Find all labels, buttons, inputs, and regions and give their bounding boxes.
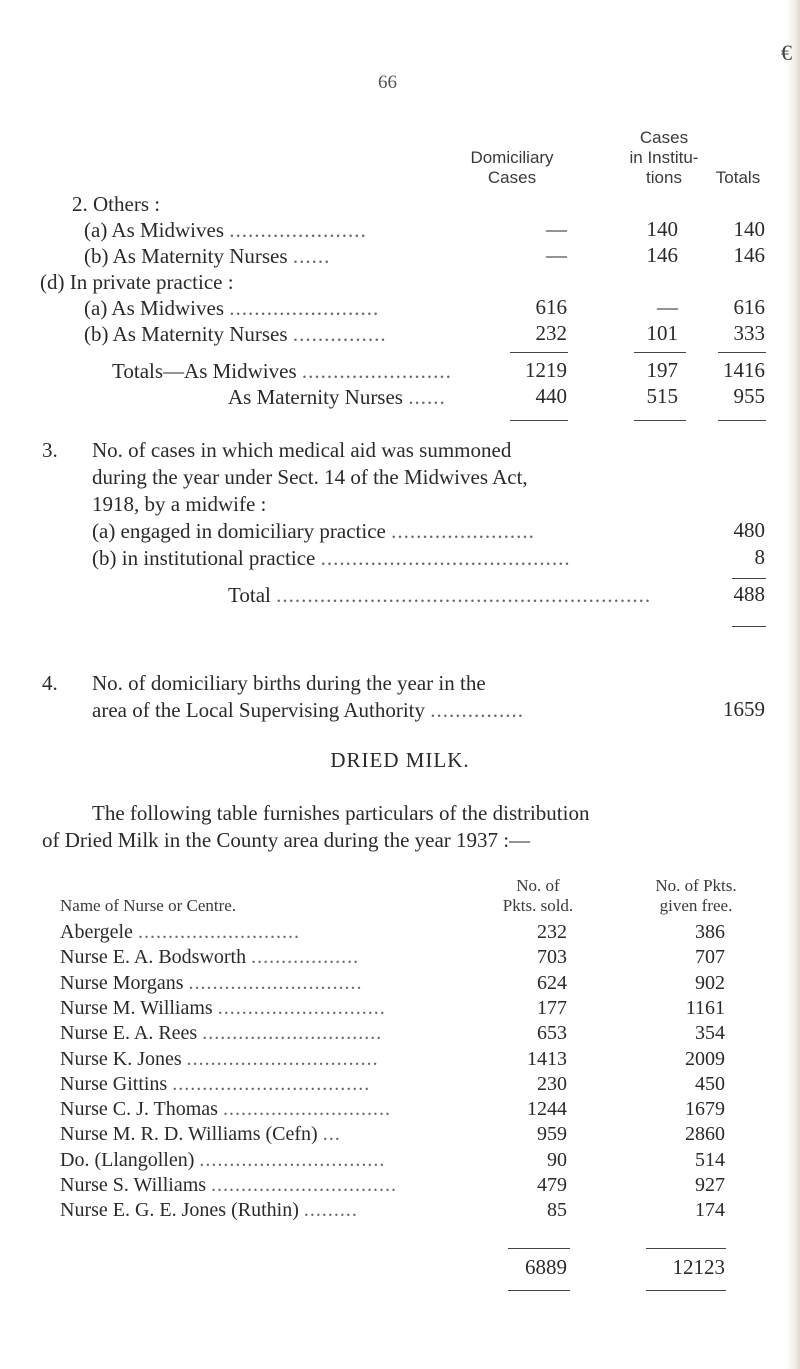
section4-line-2 [92,697,524,724]
table-header-name: Name of Nurse or Centre. [60,896,237,915]
table-row [60,1173,397,1198]
dried-milk-title: DRIED MILK. [330,748,470,772]
row-dots: ............................. [188,971,363,994]
section3-total [228,582,651,609]
row-name: Nurse M. Williams [60,996,213,1019]
row-dots: ............................... [211,1174,398,1196]
item-dots: ........................................ [320,546,571,570]
rule-inst-1 [634,352,686,353]
table-row [60,920,300,945]
section3-line-1: No. of cases in which medical aid was summoned [92,438,512,462]
row-total: 616 [733,295,765,319]
row-dom: 1219 [525,358,567,382]
row-dots: ............................... [199,1148,386,1171]
row-name: Nurse E. A. Rees [60,1022,198,1045]
row-name: Nurse S. Williams [60,1174,207,1196]
row-sold: 624 [537,971,567,994]
row-dom: 440 [535,384,567,408]
row-totals-maternity [228,384,446,410]
row-dots: ... [322,1123,341,1146]
row-dots: ................................ [186,1047,379,1070]
row-name: Nurse E. A. Bodsworth [60,946,247,969]
row-label: (b) As Maternity Nurses [84,244,288,268]
row-dots: ...................... [229,218,367,242]
rule-total-1 [718,352,766,353]
col-header-institution-line2: in Institu- [629,148,699,167]
section4-dots: ............... [430,698,524,722]
row-dots: ............................ [222,1098,391,1121]
row-dots: ................................. [172,1072,371,1095]
col-header-institution-line3: tions [646,168,682,187]
row-name: Nurse K. Jones [60,1047,182,1070]
row-total: 333 [733,321,765,345]
row-name: Nurse C. J. Thomas [60,1098,218,1121]
row-sold: 85 [547,1199,567,1222]
rule-milk-free [646,1248,726,1249]
rule-milk-sold [508,1248,570,1249]
row-dots: ........................... [137,921,300,943]
table-row [60,1122,341,1147]
row-sold: 177 [537,996,567,1019]
row-sold: 479 [537,1174,567,1196]
dried-milk-intro-2: of Dried Milk in the County area during the year 1937 :— [42,828,531,852]
row-label: (d) In private practice : [40,270,234,294]
row-midwives-others [84,217,367,243]
table-header-sold [478,876,598,916]
item-dots: ....................... [391,519,535,543]
row-free: 354 [695,1022,725,1045]
item-label: (b) in institutional practice [92,546,316,570]
table-row [60,1072,370,1097]
row-free: 2009 [685,1047,725,1070]
rule-section3 [732,578,766,579]
milk-total-free: 12123 [672,1255,725,1279]
row-free: 2860 [685,1123,725,1146]
row-sold: 90 [547,1148,567,1171]
row-dom: 616 [535,295,567,319]
row-dots: ...... [408,385,446,409]
row-sold: 230 [537,1072,567,1095]
total-label: Total [228,583,271,607]
row-dots: .................. [251,946,360,969]
section4-number: 4. [42,671,58,695]
row-dom: — [546,243,567,267]
row-midwives-private [84,295,379,321]
table-header-free-line1: No. of Pkts. [655,876,737,895]
others-heading: 2. Others : [72,192,161,216]
section4-label: area of the Local Supervising Authority [92,698,425,722]
table-row [60,1148,385,1173]
row-total: 140 [733,217,765,241]
col-header-institution-line1: Cases [639,128,689,147]
row-inst: — [657,295,678,319]
rule-section3-total [732,626,766,627]
section4-line-1: No. of domiciliary births during the year in the [92,671,486,695]
row-total: 1416 [723,358,765,382]
item-label: (a) engaged in domiciliary practice [92,519,386,543]
row-name: Nurse M. R. D. Williams (Cefn) [60,1123,318,1146]
row-inst: 140 [646,217,678,241]
row-free: 386 [695,921,725,943]
row-label: (a) As Midwives [84,218,224,242]
row-free: 514 [695,1148,725,1171]
row-sold: 653 [537,1022,567,1045]
section3-item-institutional [92,545,571,572]
row-sold: 959 [537,1123,567,1146]
row-free: 1679 [685,1098,725,1121]
row-sold: 1244 [527,1098,567,1121]
page-edge [786,0,800,1369]
row-maternity-private [84,321,387,347]
row-name: Do. (Llangollen) [60,1148,195,1171]
private-practice-heading [40,269,234,295]
milk-total-sold: 6889 [525,1255,567,1279]
row-dots: ......... [303,1199,358,1222]
section3-number: 3. [42,438,58,462]
row-free: 927 [695,1174,725,1196]
row-dots: ...... [292,244,331,268]
row-dots: ............................ [217,996,386,1019]
col-header-domiciliary [447,148,577,188]
table-row [60,1097,391,1122]
rule-dom-2 [510,420,568,421]
table-row [60,1047,379,1072]
col-header-domiciliary-line2: Cases [487,168,537,187]
dried-milk-intro-1: The following table furnishes particulars of the distribution [92,801,590,825]
table-header-free [626,876,766,916]
row-free: 902 [695,971,725,994]
row-name: Abergele [60,921,133,943]
section4-value: 1659 [723,697,765,721]
col-header-domiciliary-line1: Domiciliary [470,148,554,167]
row-label: Totals—As Midwives [112,359,297,383]
table-row [60,1021,382,1046]
row-total: 955 [733,384,765,408]
section3-line-3: 1918, by a midwife : [92,492,267,516]
row-name: Nurse E. G. E. Jones (Ruthin) [60,1199,299,1222]
row-dots: ............... [292,322,387,346]
col-header-totals: Totals [715,168,761,187]
table-row [60,945,359,970]
row-label: (b) As Maternity Nurses [84,322,288,346]
row-name: Nurse Morgans [60,971,184,994]
row-sold: 232 [537,921,567,943]
row-dots: ........................ [229,296,380,320]
row-inst: 101 [646,321,678,345]
table-header-free-line2: given free. [659,896,733,915]
corner-mark: € [781,40,792,65]
row-totals-midwives [112,358,452,384]
rule-dom-1 [510,352,568,353]
row-free: 707 [695,946,725,969]
row-free: 174 [695,1199,725,1222]
row-name: Nurse Gittins [60,1072,168,1095]
item-value: 480 [733,518,765,542]
page-number: 66 [378,72,397,93]
row-inst: 197 [646,358,678,382]
table-header-sold-line2: Pkts. sold. [502,896,574,915]
row-maternity-others [84,243,330,269]
row-total: 146 [733,243,765,267]
row-label: As Maternity Nurses [228,385,403,409]
row-dom: 232 [535,321,567,345]
table-row [60,1198,358,1223]
table-header-sold-line1: No. of [516,876,560,895]
row-free: 1161 [685,996,725,1019]
rule-total-2 [718,420,766,421]
table-row [60,971,363,996]
rule-inst-2 [634,420,686,421]
row-sold: 703 [537,946,567,969]
table-row [60,996,386,1021]
item-value: 8 [754,545,765,569]
row-sold: 1413 [527,1047,567,1070]
row-inst: 515 [646,384,678,408]
row-label: (a) As Midwives [84,296,224,320]
section3-total-value: 488 [733,582,765,606]
rule-milk-free-bottom [646,1290,726,1291]
row-dom: — [546,217,567,241]
row-inst: 146 [646,243,678,267]
rule-milk-sold-bottom [508,1290,570,1291]
row-dots: ........................ [301,359,452,383]
section3-line-2: during the year under Sect. 14 of the Midwives Act, [92,465,528,489]
row-free: 450 [695,1072,725,1095]
row-dots: .............................. [202,1022,383,1045]
total-dots: ............................................................ [276,583,652,607]
section3-item-domiciliary [92,518,535,545]
